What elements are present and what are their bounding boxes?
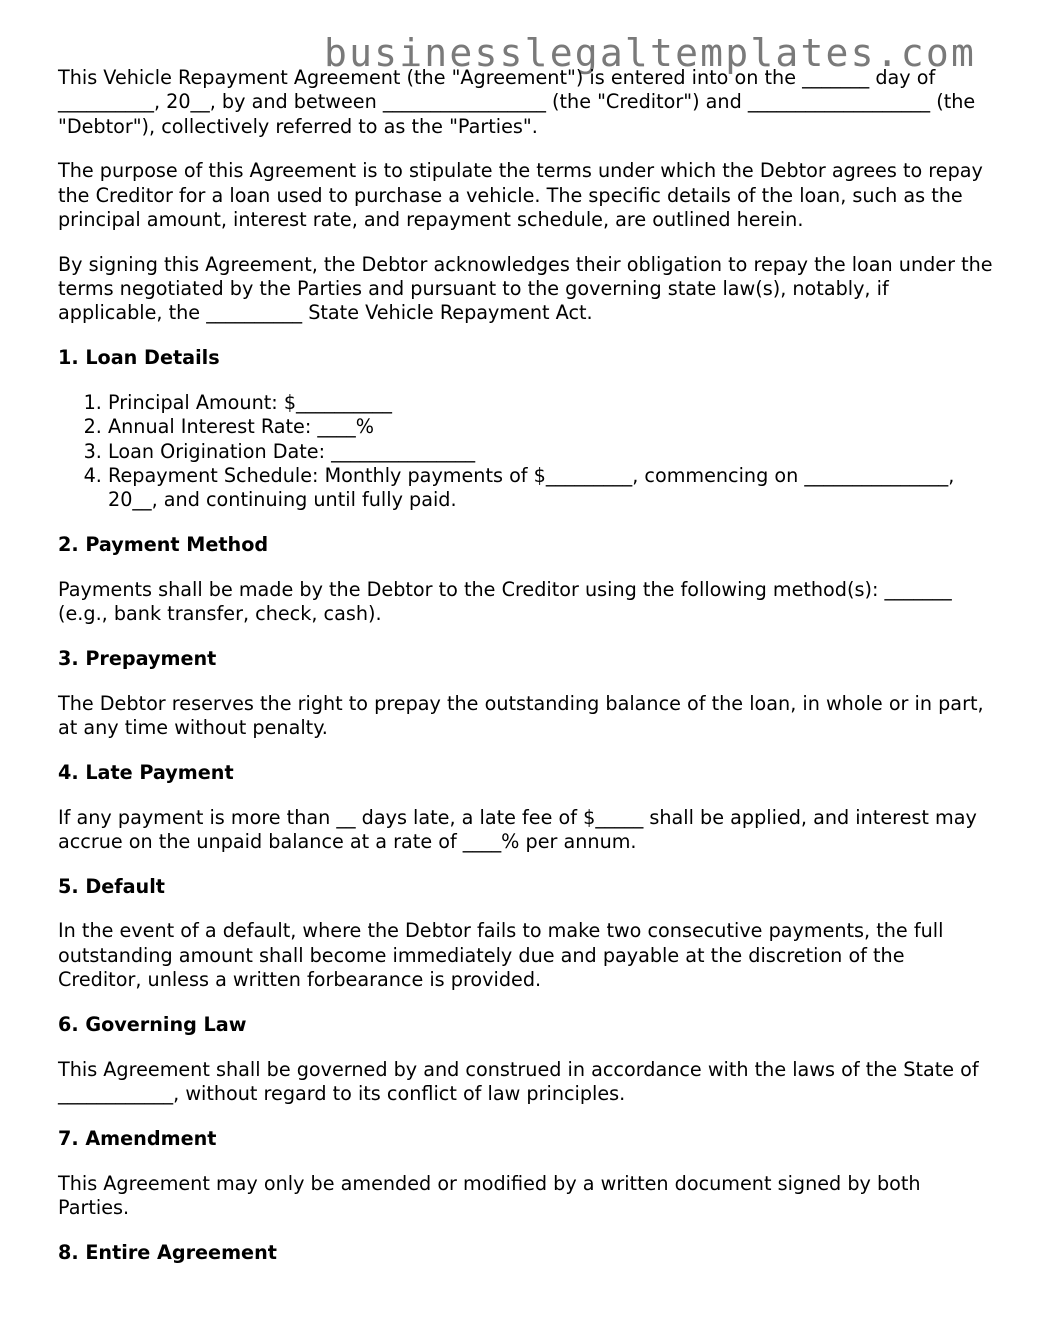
intro-paragraph-purpose: The purpose of this Agreement is to stipulate the terms under which the Debtor agrees to repay the Creditor for a loan used to purchase a vehicle. The specific details of the loan, such as the principal amount, interest rate, and repayment schedule, are outlined herein. [58, 159, 983, 231]
section-text-amendment: This Agreement may only be amended or modified by a written document signed by both Parties. [58, 1171, 921, 1219]
watermark-text: businesslegaltemplates.com [324, 31, 977, 75]
section-text-late-payment: If any payment is more than __ days late, a late fee of $_____ shall be applied, and interest may accrue on the unpaid balance at a rate of ____% per annum. [58, 805, 977, 853]
loan-details-list [58, 391, 993, 512]
section-heading-governing-law: 6. Governing Law [58, 1012, 247, 1036]
intro-paragraph-parties: This Vehicle Repayment Agreement (the "Agreement") is entered into on the _______ day of __________, 20__, by and between _________________ (the "Creditor") and ___________________ (the "Debtor"), collectively referred to as the "Parties". [58, 66, 976, 138]
section-text-prepayment: The Debtor reserves the right to prepay the outstanding balance of the loan, in whole or in part, at any time without penalty. [58, 691, 984, 739]
section-text-payment-method: Payments shall be made by the Debtor to the Creditor using the following method(s): _______ (e.g., bank transfer, check, cash). [58, 577, 952, 626]
section-heading-prepayment: 3. Prepayment [58, 646, 217, 670]
list-item-repayment-schedule: 4. Repayment Schedule: Monthly payments of $_________, commencing on _______________, 20__, and continuing until fully paid. [108, 464, 993, 513]
section-heading-entire-agreement: 8. Entire Agreement [58, 1240, 277, 1264]
section-heading-amendment: 7. Amendment [58, 1126, 217, 1150]
section-text-governing-law: This Agreement shall be governed by and construed in accordance with the laws of the State of ____________, without regard to its conflict of law principles. [58, 1057, 979, 1105]
list-item-principal-amount: 1. Principal Amount: $__________ [108, 391, 993, 415]
document-body [58, 66, 993, 1285]
section-heading-late-payment: 4. Late Payment [58, 760, 234, 784]
list-item-origination-date: 3. Loan Origination Date: _______________ [108, 440, 993, 464]
section-text-default: In the event of a default, where the Debtor fails to make two consecutive payments, the full outstanding amount shall become immediately due and payable at the discretion of the Creditor, unless a written forbearance is provided. [58, 919, 944, 992]
section-heading-loan-details: 1. Loan Details [58, 346, 220, 370]
section-heading-default: 5. Default [58, 874, 165, 898]
intro-paragraph-acknowledgement: By signing this Agreement, the Debtor acknowledges their obligation to repay the loan under the terms negotiated by the Parties and pursuant to the governing state law(s), notably, if applicable, the __________ State Vehicle Repayment Act. [58, 252, 993, 325]
section-heading-payment-method: 2. Payment Method [58, 532, 269, 556]
list-item-interest-rate: 2. Annual Interest Rate: ____% [108, 415, 993, 439]
